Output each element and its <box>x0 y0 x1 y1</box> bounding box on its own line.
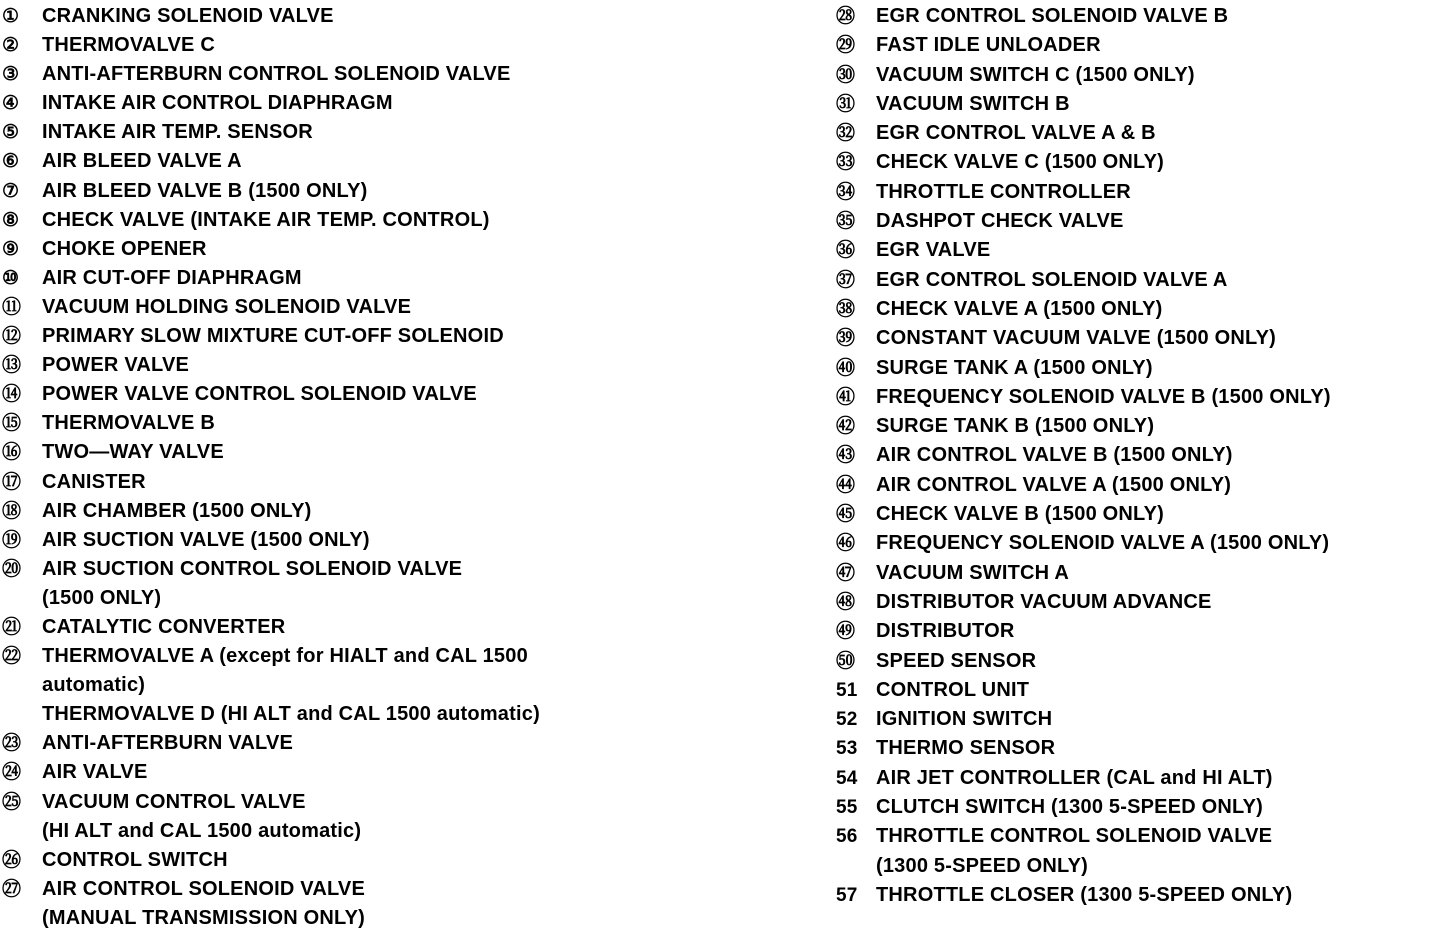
item-label <box>876 676 1029 705</box>
item-label <box>42 89 393 118</box>
item-number: ⑧ <box>2 209 20 231</box>
item-label <box>876 881 1292 910</box>
item-number: 57 <box>836 884 858 906</box>
item-number: 55 <box>836 797 858 819</box>
legend-item <box>832 383 1432 412</box>
item-label-line: automatic) <box>42 674 146 697</box>
item-label-line: FREQUENCY SOLENOID VALVE A (1500 ONLY) <box>876 532 1330 555</box>
item-number: ⑭ <box>2 384 22 406</box>
item-label-line: INTAKE AIR TEMP. SENSOR <box>42 121 313 144</box>
item-number: 56 <box>836 826 858 848</box>
item-label <box>876 529 1329 558</box>
item-label <box>42 264 302 293</box>
item-label-line: FREQUENCY SOLENOID VALVE B (1500 ONLY) <box>876 385 1331 408</box>
legend-item <box>0 293 820 322</box>
item-label <box>42 177 368 206</box>
item-number: ㊵ <box>836 357 856 379</box>
item-label <box>42 729 293 758</box>
item-number: ㉚ <box>836 64 856 86</box>
item-label <box>876 119 1156 148</box>
item-label-line: POWER VALVE CONTROL SOLENOID VALVE <box>42 383 477 406</box>
item-label-line: DISTRIBUTOR <box>876 620 1015 643</box>
legend-item <box>0 642 820 729</box>
item-label <box>42 788 361 846</box>
item-number: ㉘ <box>836 6 856 27</box>
item-number: ㉜ <box>836 123 856 145</box>
item-label <box>42 31 215 60</box>
item-number: ㉒ <box>2 646 22 668</box>
item-number: ⑯ <box>2 442 22 464</box>
item-label <box>876 588 1212 617</box>
legend-item <box>0 613 820 642</box>
item-label-line: AIR CONTROL VALVE B (1500 ONLY) <box>876 444 1233 467</box>
item-label-line: EGR CONTROL SOLENOID VALVE A <box>876 268 1228 291</box>
item-number: ⑮ <box>2 413 22 435</box>
item-number: 54 <box>836 767 858 789</box>
item-label <box>876 31 1101 60</box>
item-label <box>42 147 242 176</box>
item-label-line: AIR VALVE <box>42 761 148 784</box>
legend-item <box>832 324 1432 353</box>
legend-item <box>0 118 820 147</box>
item-number: ④ <box>2 93 20 115</box>
legend-item <box>0 468 820 497</box>
item-number: ㊴ <box>836 328 856 350</box>
legend-item <box>832 588 1432 617</box>
item-label <box>42 438 224 467</box>
legend-item <box>0 351 820 380</box>
item-label <box>42 60 511 89</box>
item-label-line: AIR CONTROL SOLENOID VALVE <box>42 877 365 900</box>
legend-item <box>0 846 820 875</box>
legend-item <box>0 380 820 409</box>
legend-item <box>0 322 820 351</box>
item-label-line: SURGE TANK B (1500 ONLY) <box>876 415 1155 438</box>
item-label <box>876 354 1153 383</box>
item-label-line: THROTTLE CLOSER (1300 5-SPEED ONLY) <box>876 883 1293 906</box>
item-number: ㉞ <box>836 181 856 203</box>
item-label-line: AIR JET CONTROLLER (CAL and HI ALT) <box>876 766 1273 789</box>
item-label <box>876 441 1233 470</box>
item-label <box>876 764 1273 793</box>
item-label <box>42 409 215 438</box>
item-number: ㊻ <box>836 533 856 555</box>
item-label <box>42 351 189 380</box>
item-label <box>876 793 1263 822</box>
legend-item <box>832 119 1432 148</box>
item-label-line: AIR CONTROL VALVE A (1500 ONLY) <box>876 473 1232 496</box>
item-number: ㊷ <box>836 416 856 438</box>
left-column <box>0 2 820 933</box>
item-label <box>42 206 490 235</box>
item-label-line: THERMO SENSOR <box>876 737 1056 760</box>
item-label <box>876 178 1131 207</box>
item-label-line: AIR SUCTION CONTROL SOLENOID VALVE <box>42 557 463 580</box>
legend-item <box>832 734 1432 763</box>
item-label-line: THERMOVALVE C <box>42 34 215 57</box>
item-number: 53 <box>836 738 858 760</box>
legend-item <box>0 31 820 60</box>
item-number: ⑫ <box>2 326 22 348</box>
item-label-line: VACUUM HOLDING SOLENOID VALVE <box>42 295 412 318</box>
item-number: ㉖ <box>2 849 22 871</box>
item-number: ㉗ <box>2 878 22 900</box>
item-number: ㉙ <box>836 35 856 57</box>
item-number: 52 <box>836 709 858 731</box>
legend-item <box>832 617 1432 646</box>
item-label-line: POWER VALVE <box>42 354 190 377</box>
legend-item <box>0 788 820 846</box>
item-number: ⑦ <box>2 180 20 202</box>
item-number: ㊳ <box>836 298 856 320</box>
item-label-line: AIR SUCTION VALVE (1500 ONLY) <box>42 528 370 551</box>
item-label <box>42 468 146 497</box>
item-number: ⑱ <box>2 500 22 522</box>
item-number: ㊼ <box>836 562 856 584</box>
item-label-line: ANTI-AFTERBURN CONTROL SOLENOID VALVE <box>42 63 511 86</box>
item-label <box>876 207 1124 236</box>
item-label <box>876 559 1069 588</box>
legend-item <box>832 471 1432 500</box>
item-number: 51 <box>836 679 858 701</box>
item-label <box>876 471 1231 500</box>
legend-item <box>832 881 1432 910</box>
item-label-line: CATALYTIC CONVERTER <box>42 615 286 638</box>
legend-item <box>0 60 820 89</box>
legend-item <box>0 438 820 467</box>
item-label <box>42 526 370 555</box>
item-label-line: THROTTLE CONTROLLER <box>876 180 1131 203</box>
item-label <box>876 266 1228 295</box>
item-label <box>42 322 504 351</box>
item-label-line: DISTRIBUTOR VACUUM ADVANCE <box>876 590 1212 613</box>
legend-item <box>0 758 820 787</box>
item-label-line: EGR CONTROL SOLENOID VALVE B <box>876 5 1229 27</box>
item-label-line: CONSTANT VACUUM VALVE (1500 ONLY) <box>876 327 1276 350</box>
item-label-line: DASHPOT CHECK VALVE <box>876 210 1124 233</box>
legend-item <box>0 89 820 118</box>
legend-item <box>0 147 820 176</box>
legend-item <box>832 441 1432 470</box>
item-number: ㊲ <box>836 269 856 291</box>
item-label-line: AIR BLEED VALVE A <box>42 150 242 173</box>
item-label-line: ANTI-AFTERBURN VALVE <box>42 732 294 755</box>
item-number: ㊺ <box>836 504 856 526</box>
legend-item <box>0 409 820 438</box>
right-column <box>832 2 1432 910</box>
item-label-line: (MANUAL TRANSMISSION ONLY) <box>42 906 365 929</box>
legend-item <box>832 647 1432 676</box>
item-label-line: TWO—WAY VALVE <box>42 441 224 464</box>
item-label-line: VACUUM SWITCH C (1500 ONLY) <box>876 63 1195 86</box>
legend-item <box>0 497 820 526</box>
item-label-line: AIR CUT-OFF DIAPHRAGM <box>42 266 302 289</box>
item-label-line: THERMOVALVE A (except for HIALT and CAL 1500 <box>42 645 528 668</box>
item-label-line: (1300 5-SPEED ONLY) <box>876 854 1089 877</box>
item-label-line: CHECK VALVE A (1500 ONLY) <box>876 297 1163 320</box>
item-label-line: CHECK VALVE (INTAKE AIR TEMP. CONTROL) <box>42 208 490 231</box>
item-label-line: AIR CHAMBER (1500 ONLY) <box>42 499 312 522</box>
item-label <box>42 642 540 729</box>
item-label-line: CHOKE OPENER <box>42 237 207 260</box>
item-label-line: EGR VALVE <box>876 239 991 262</box>
legend-item <box>0 875 820 933</box>
item-label <box>876 90 1070 119</box>
item-label-line: SURGE TANK A (1500 ONLY) <box>876 356 1153 379</box>
item-label <box>876 148 1164 177</box>
item-number: ㉑ <box>2 616 22 638</box>
item-label-line: SPEED SENSOR <box>876 649 1037 672</box>
item-label-line: FAST IDLE UNLOADER <box>876 34 1101 57</box>
item-label <box>42 497 311 526</box>
item-label <box>42 613 285 642</box>
item-number: ⑤ <box>2 122 20 144</box>
legend-item <box>832 2 1432 31</box>
legend-item <box>832 559 1432 588</box>
item-number: ㊿ <box>836 650 856 672</box>
item-label-line: VACUUM SWITCH A <box>876 561 1069 584</box>
item-number: ㊹ <box>836 474 856 496</box>
item-number: ㊽ <box>836 591 856 613</box>
item-number: ⑰ <box>2 471 22 493</box>
item-label-line: CHECK VALVE B (1500 ONLY) <box>876 503 1165 526</box>
item-label <box>876 500 1164 529</box>
item-label <box>876 734 1055 763</box>
item-number: ㉛ <box>836 93 856 115</box>
item-label <box>42 555 462 613</box>
item-label-line: VACUUM SWITCH B <box>876 92 1070 115</box>
item-label-line: VACUUM CONTROL VALVE <box>42 790 306 813</box>
item-label-line: CONTROL UNIT <box>876 678 1030 701</box>
legend-item <box>832 31 1432 60</box>
item-label <box>42 2 334 31</box>
item-label <box>42 118 313 147</box>
item-label-line: CLUTCH SWITCH (1300 5-SPEED ONLY) <box>876 796 1264 819</box>
legend-item <box>832 207 1432 236</box>
item-label-line: CANISTER <box>42 470 146 493</box>
item-label-line: PRIMARY SLOW MIXTURE CUT-OFF SOLENOID <box>42 325 504 348</box>
legend-item <box>0 264 820 293</box>
item-label-line: THROTTLE CONTROL SOLENOID VALVE <box>876 825 1273 848</box>
item-label <box>42 758 148 787</box>
item-label <box>876 61 1195 90</box>
legend-item <box>832 178 1432 207</box>
legend-item <box>832 529 1432 558</box>
item-label-line: CRANKING SOLENOID VALVE <box>42 5 334 27</box>
item-label <box>876 324 1276 353</box>
item-number: ⑥ <box>2 151 20 173</box>
item-number: ⑲ <box>2 529 22 551</box>
item-number: ㊶ <box>836 386 856 408</box>
item-label-line: CHECK VALVE C (1500 ONLY) <box>876 151 1165 174</box>
item-label <box>876 2 1228 31</box>
legend-item <box>0 555 820 613</box>
legend-item <box>832 676 1432 705</box>
legend-item <box>832 90 1432 119</box>
item-label-line: IGNITION SWITCH <box>876 708 1053 731</box>
legend-item <box>832 61 1432 90</box>
item-number: ㊸ <box>836 445 856 467</box>
item-number: ㊱ <box>836 240 856 262</box>
legend-item <box>0 729 820 758</box>
item-label-line: THERMOVALVE B <box>42 412 215 435</box>
item-number: ㉟ <box>836 211 856 233</box>
item-label <box>42 875 365 933</box>
item-number: ① <box>2 6 20 27</box>
item-label <box>876 236 990 265</box>
item-label <box>876 383 1331 412</box>
item-label <box>876 822 1272 881</box>
item-label <box>876 295 1163 324</box>
item-label-line: (HI ALT and CAL 1500 automatic) <box>42 819 362 842</box>
legend-item <box>832 148 1432 177</box>
item-number: ③ <box>2 64 20 86</box>
item-number: ⑩ <box>2 267 20 289</box>
item-number: ⑪ <box>2 296 22 318</box>
item-label <box>42 235 207 264</box>
item-number: ㉔ <box>2 762 22 784</box>
legend-item <box>832 236 1432 265</box>
item-label <box>876 412 1154 441</box>
item-label-line: INTAKE AIR CONTROL DIAPHRAGM <box>42 92 393 115</box>
legend-item <box>0 235 820 264</box>
legend-item <box>832 354 1432 383</box>
legend-item <box>832 412 1432 441</box>
legend-item <box>0 2 820 31</box>
legend-item <box>0 206 820 235</box>
legend-item <box>832 266 1432 295</box>
legend-item <box>832 500 1432 529</box>
legend-item <box>832 793 1432 822</box>
item-label <box>42 293 411 322</box>
item-label <box>876 705 1052 734</box>
item-label <box>42 846 228 875</box>
item-number: ㉕ <box>2 791 22 813</box>
item-label <box>42 380 477 409</box>
item-label-line: THERMOVALVE D (HI ALT and CAL 1500 automatic) <box>42 703 540 726</box>
legend-item <box>832 822 1432 881</box>
item-number: ② <box>2 35 20 57</box>
legend-item <box>832 705 1432 734</box>
legend-item <box>0 526 820 555</box>
item-number: ㉝ <box>836 152 856 174</box>
item-number: ㉓ <box>2 733 22 755</box>
legend-item <box>0 177 820 206</box>
item-label <box>876 617 1015 646</box>
item-number: ⑨ <box>2 238 20 260</box>
legend-item <box>832 764 1432 793</box>
item-label-line: CONTROL SWITCH <box>42 848 228 871</box>
legend-item <box>832 295 1432 324</box>
item-number: ⑬ <box>2 355 22 377</box>
item-label-line: AIR BLEED VALVE B (1500 ONLY) <box>42 179 368 202</box>
item-number: ㊾ <box>836 621 856 643</box>
item-number: ⑳ <box>2 558 22 580</box>
item-label <box>876 647 1036 676</box>
item-label-line: (1500 ONLY) <box>42 586 162 609</box>
item-label-line: EGR CONTROL VALVE A & B <box>876 122 1156 145</box>
